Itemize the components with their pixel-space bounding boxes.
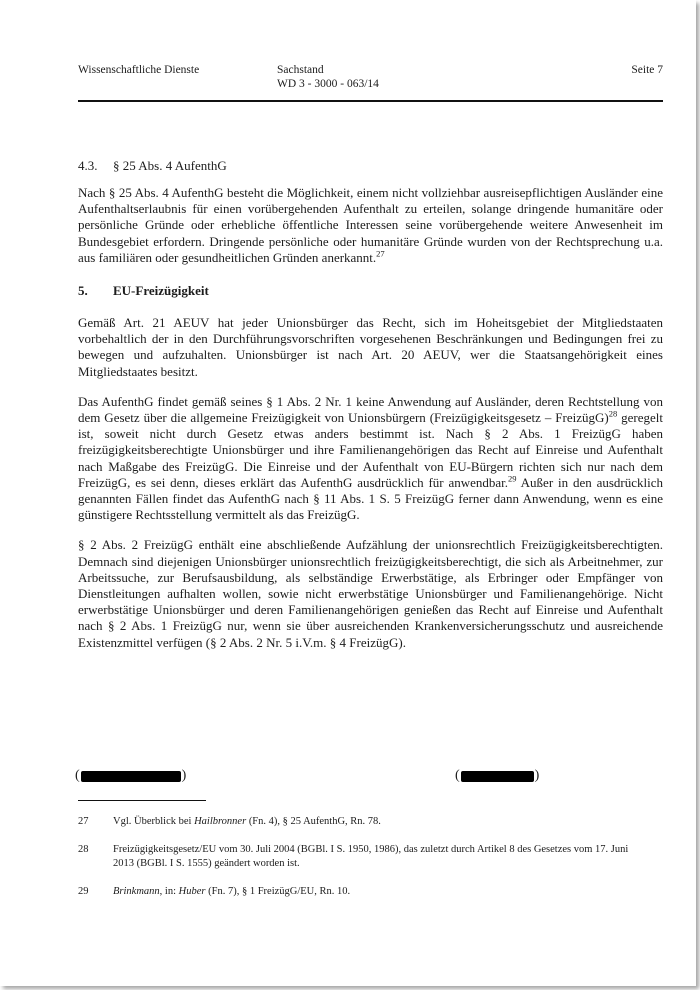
footnotes <box>78 815 645 912</box>
footnote-27-author: Hailbronner <box>194 816 247 827</box>
section-title: § 25 Abs. 4 AufenthG <box>113 158 227 173</box>
header-page-number: Seite 7 <box>631 64 663 76</box>
footnote-29-text: , in: <box>159 885 179 897</box>
footnote-text <box>113 815 645 830</box>
footnote-29 <box>78 885 645 900</box>
footnote-number: 29 <box>78 885 89 897</box>
footnote-29-author: Brinkmann <box>113 885 160 897</box>
footnote-number: 27 <box>78 816 89 827</box>
header-doc-number: WD 3 - 3000 - 063/14 <box>277 78 379 90</box>
footnote-29-author: Huber <box>178 885 206 897</box>
footnote-ref-27: 27 <box>376 248 385 259</box>
footnote-28 <box>78 843 645 872</box>
footnote-27-text: Vgl. Überblick bei <box>113 816 195 827</box>
redaction-right <box>455 768 539 784</box>
footnote-29-text: (Fn. 7), § 1 FreizügG/EU, Rn. 10. <box>205 885 351 897</box>
section-heading-5 <box>78 283 663 299</box>
paragraph-3-text: Außer in den ausdrücklich genannten Fällen findet das AufenthG nach § 11 Abs. 1 S. 5 FreizügG ferner dann Anwendung, wenn es eine günstigere Rechtsstellung vermittelt als das FreizügG. <box>78 474 663 523</box>
redaction-bar <box>461 771 534 782</box>
section-heading-4-3 <box>78 158 663 174</box>
section-title: EU-Freizügigkeit <box>113 283 209 299</box>
close-paren: ) <box>181 768 187 783</box>
paragraph-2 <box>78 315 663 380</box>
document-body <box>78 158 663 665</box>
open-paren: ( <box>75 768 80 783</box>
footnote-text <box>113 885 645 900</box>
redacted-line <box>75 768 663 786</box>
paragraph-2-text: Gemäß Art. 21 AEUV hat jeder Unionsbürger das Recht, sich im Hoheitsgebiet der Mitgliedstaaten vorbehaltlich der in den Durchführungsvorschriften vorgesehenen Beschränkungen und Bedingungen frei zu bewegen und aufzuhalten. Unionsbürger ist nach Art. 20 AEUV, wer die Staatsangehörigkeit eines Mitgliedstaates besitzt. <box>78 315 663 379</box>
footnote-ref-28: 28 <box>608 408 618 419</box>
header-doc-type: Sachstand <box>277 64 324 76</box>
section-number: 5. <box>78 283 88 299</box>
paragraph-3-text: geregelt ist, soweit nicht durch Gesetz etwas anders bestimmt ist. Nach § 2 Abs. 1 FreizügG haben freizügigkeitsberechtigte Unionsbürger und ihre Familienangehörigen das Recht auf Einreise und Aufenthalt nach Maßgabe des FreizügG. Die Einreise und der Aufenthalt von EU-Bürgern richten sich nur nach dem FreizügG, es sei denn, dieses erklärt das AufenthG ausdrücklich für anwendbar. <box>78 410 663 490</box>
footnote-27 <box>78 815 645 830</box>
open-paren: ( <box>455 768 460 783</box>
redaction-left <box>75 768 186 784</box>
footnote-ref-29: 29 <box>508 473 517 484</box>
paragraph-4 <box>78 537 663 650</box>
paragraph-1-text: Nach § 25 Abs. 4 AufenthG besteht die Möglichkeit, einem nicht vollziehbar ausreisepflichtigen Ausländer eine Aufenthaltserlaubnis für einen vorübergehenden Aufenthalt zu erteilen, solange dringende humanitäre oder persönliche Gründe oder erhebliche öffentliche Interessen seine vorübergehende weitere Anwesenheit im Bundesgebiet erfordern. Dringende persönliche oder humanitäre Gründe wurden von der Rechtsprechung u.a. aus familiären oder gesundheitlichen Gründen anerkannt. <box>78 185 663 265</box>
footnote-28-text: Freizügigkeitsgesetz/EU vom 30. Juli 2004 (BGBl. I S. 1950, 1986), das zuletzt durch Artikel 8 des Gesetzes vom 17. Juni 2013 (BGBl. I S. 1555) geändert worden ist. <box>113 843 629 869</box>
redaction-bar <box>81 771 181 782</box>
close-paren: ) <box>534 768 540 783</box>
header-org: Wissenschaftliche Dienste <box>78 64 200 76</box>
footnote-text <box>113 843 645 872</box>
header-divider <box>78 100 663 102</box>
footnote-27-text: (Fn. 4), § 25 AufenthG, Rn. 78. <box>246 816 381 827</box>
paragraph-3 <box>78 394 663 524</box>
footnote-number: 28 <box>78 843 89 855</box>
header-doc-info <box>277 63 379 91</box>
paragraph-3-text: Das AufenthG findet gemäß seines § 1 Abs. 2 Nr. 1 keine Anwendung auf Ausländer, deren Rechtstellung von dem Gesetz über die allgemeine Freizügigkeit von Unionsbürgern (Freizügigkeitsgesetz – FreizügG) <box>78 393 663 426</box>
paragraph-1 <box>78 185 663 266</box>
paragraph-4-text: § 2 Abs. 2 FreizügG enthält eine abschließende Aufzählung der unionsrechtlich Freizügigkeitsberechtigten. Demnach sind diejenigen Unionsbürger unionsrechtlich freizügigkeitsberechtigt, die sich als Arbeitnehmer, zur Arbeitssuche, zur Berufsausbildung, als selbständige Erwerbstätige, als Erbringer oder Empfänger von Dienstleitungen aufhalten wollen, sowie nicht erwerbstätige Unionsbürger und Familienangehörige. Nicht erwerbstätige Unionsbürger und deren Familienangehörigen genießen das Recht auf Einreise und Aufenthalt nach § 2 Abs. 1 FreizügG nur, wenn sie über ausreichenden Krankenversicherungsschutz und ausreichende Existenzmittel verfügen (§ 2 Abs. 2 Nr. 5 i.V.m. § 4 FreizügG). <box>78 537 663 650</box>
footnote-divider <box>78 800 206 801</box>
section-number: 4.3. <box>78 158 98 173</box>
